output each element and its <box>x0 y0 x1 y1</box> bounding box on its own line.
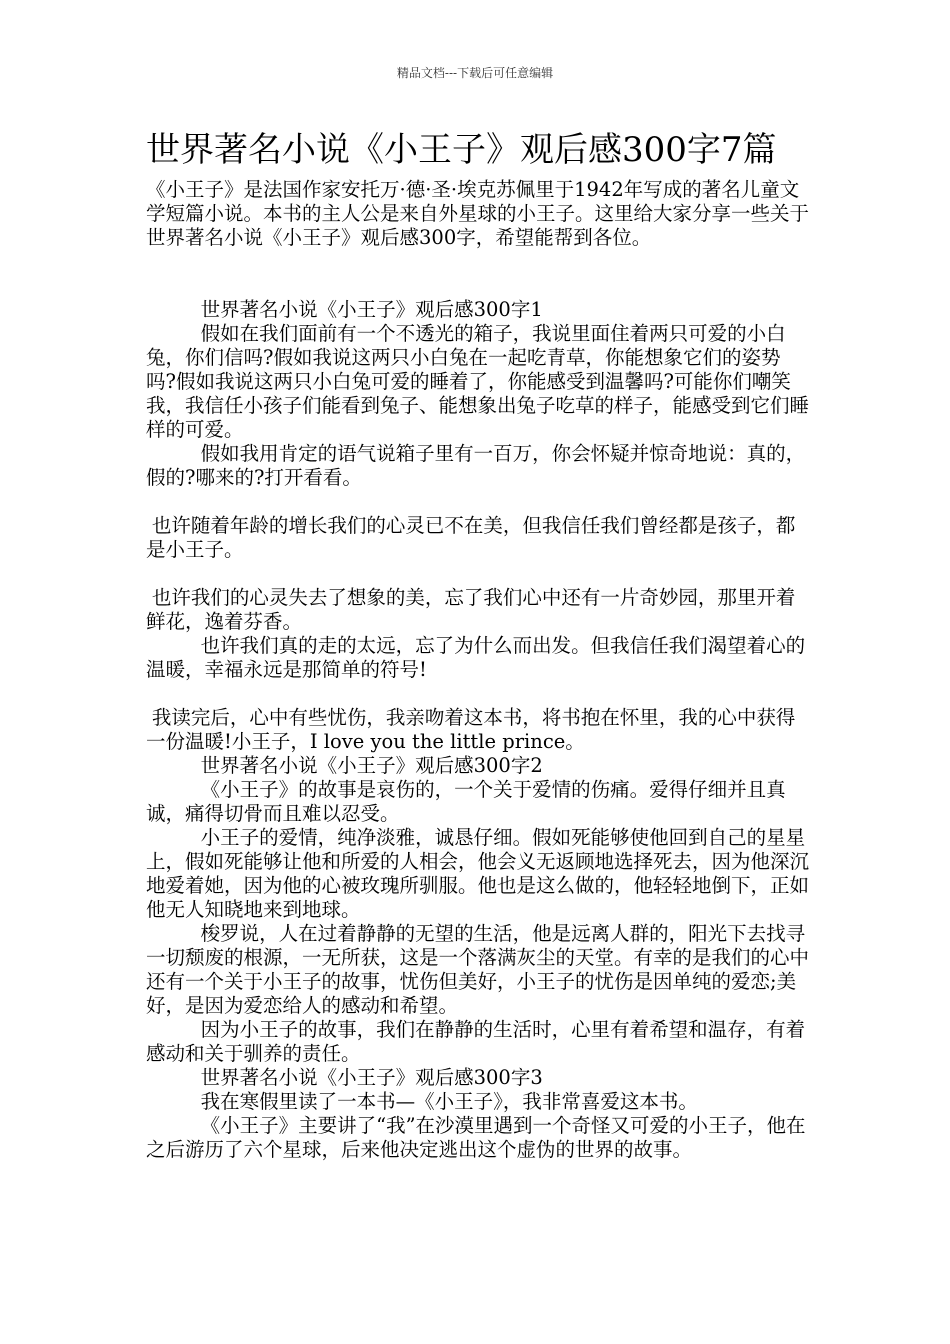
document-body <box>146 178 810 1162</box>
paragraph: 也许随着年龄的增长我们的心灵已不在美，但我信任我们曾经都是孩子，都是小王子。 <box>146 514 796 561</box>
section-heading-2: 世界著名小说《小王子》观后感300字2 <box>200 754 543 777</box>
paragraph: 《小王子》的故事是哀伤的，一个关于爱情的伤痛。爱得仔细并且真诚，痛得切骨而且难以忍受。 <box>146 778 786 825</box>
header-note: 精品文档---下载后可任意编辑 <box>396 66 554 80</box>
spacer <box>146 682 810 706</box>
paragraph: 假如我用肯定的语气说箱子里有一百万，你会怀疑并惊奇地说：真的，假的?哪来的?打开看看。 <box>146 442 806 489</box>
paragraph: 我读完后，心中有些忧伤，我亲吻着这本书，将书抱在怀里，我的心中获得一份温暖!小王子，I love you the little prince。 <box>146 706 796 753</box>
spacer <box>146 274 810 298</box>
paragraph: 假如在我们面前有一个不透光的箱子，我说里面住着两只可爱的小白兔，你们信吗?假如我说这两只小白兔在一起吃青草，你能想象它们的姿势吗?假如我说这两只小白兔可爱的睡着了，你能感受到温馨吗?可能你们嘲笑我，我信任小孩子们能看到兔子、能想象出兔子吃草的样子，能感受到它们睡样的可爱。 <box>146 322 810 441</box>
paragraph: 也许我们真的走的太远，忘了为什么而出发。但我信任我们渴望着心的温暖，幸福永远是那简单的符号! <box>146 634 806 681</box>
spacer <box>146 562 810 586</box>
section-heading-3: 世界著名小说《小王子》观后感300字3 <box>200 1066 543 1089</box>
intro-paragraph: 《小王子》是法国作家安托万·德·圣·埃克苏佩里于1942年写成的著名儿童文学短篇小说。本书的主人公是来自外星球的小王子。这里给大家分享一些关于世界著名小说《小王子》观后感300字，希望能帮到各位。 <box>146 178 810 249</box>
paragraph: 也许我们的心灵失去了想象的美，忘了我们心中还有一片奇妙园，那里开着鲜花，逸着芬香。 <box>146 586 796 633</box>
section-heading-1: 世界著名小说《小王子》观后感300字1 <box>200 298 543 321</box>
document-title: 世界著名小说《小王子》观后感300字7篇 <box>146 130 777 170</box>
paragraph: 小王子的爱情，纯净淡雅，诚恳仔细。假如死能够使他回到自己的星星上，假如死能够让他和所爱的人相会，他会义无返顾地选择死去，因为他深沉地爱着她，因为他的心被玫瑰所驯服。他也是这么做的，他轻轻地倒下，正如他无人知晓地来到地球。 <box>146 826 810 921</box>
spacer <box>146 490 810 514</box>
paragraph: 我在寒假里读了一本书—《小王子》，我非常喜爱这本书。 <box>200 1090 698 1113</box>
paragraph: 《小王子》主要讲了“我”在沙漠里遇到一个奇怪又可爱的小王子，他在之后游历了六个星球，后来他决定逃出这个虚伪的世界的故事。 <box>146 1114 806 1161</box>
paragraph: 因为小王子的故事，我们在静静的生活时，心里有着希望和温存，有着感动和关于驯养的责任。 <box>146 1018 806 1065</box>
spacer <box>146 250 810 274</box>
paragraph: 梭罗说，人在过着静静的无望的生活，他是远离人群的，阳光下去找寻一切颓废的根源，一无所获，这是一个落满灰尘的天堂。有幸的是我们的心中还有一个关于小王子的故事，忧伤但美好，小王子的忧伤是因单纯的爱恋;美好，是因为爱恋给人的感动和希望。 <box>146 922 810 1017</box>
